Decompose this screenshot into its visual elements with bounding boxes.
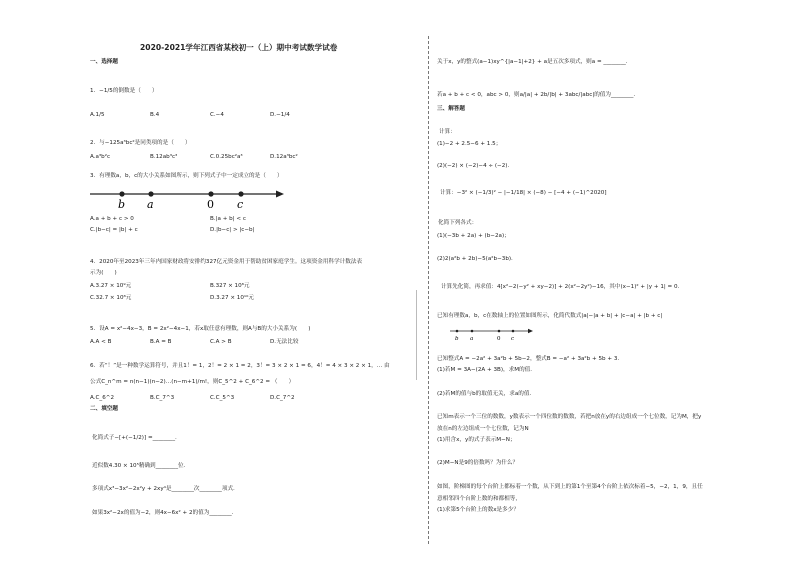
calc-item-2: (2)(−2) × (−2)−4 ÷ (−2).	[437, 163, 510, 169]
mn-question-part2: (2)M−N是9的倍数吗？为什么？	[437, 460, 519, 466]
fill-question-6: 若a + b + c < 0，abc > 0，则a/|a| + 2b/|b| + 3abc/|abc|的值为________.	[437, 92, 636, 98]
simplify-heading: 化简下列各式：	[438, 220, 478, 226]
q5-option-d: D.无法比较	[270, 339, 299, 345]
q3-option-d: D.|b−c| > |c−b|	[210, 227, 255, 233]
q6-option-d: D.C_7^2	[270, 395, 295, 401]
nl-label-b: b	[118, 198, 126, 211]
number-line-figure-right	[448, 326, 538, 344]
nl2-label-c: c	[511, 336, 515, 342]
q6-option-b: B.C_7^3	[150, 395, 175, 401]
fill-question-2: 近似数4.30 × 10⁵精确到________位.	[92, 463, 186, 469]
q5-option-a: A.A < B	[90, 339, 112, 345]
nl2-label-b: b	[455, 336, 459, 342]
q4-option-b: B.327 × 10⁸元	[210, 283, 250, 289]
question-3: 3．有理数a，b，c的大小关系如图所示，则下列式子中一定成立的是（ ）	[90, 173, 283, 179]
question-4-line1: 4．2020年至2023年三年内国家财政将安排约327亿元资金用于帮助贫困家庭学生。这项资金用科学计数法表	[90, 259, 363, 265]
evaluate-question: 计算先化简，再求值：4[x²−2(−y² + xy−2)] + 2(x²−2y²)−16，其中(x−1)² + |y + 1| = 0.	[441, 284, 680, 290]
section-fill-heading: 二、填空题	[90, 406, 118, 412]
question-1: 1．−1/5的倒数是（ ）	[90, 88, 158, 94]
calc-expression: 计算：−3² × (−1/3)² − |−1/18| × (−8) − [−4 + (−1)^2020]	[440, 190, 607, 196]
stairs-question-line2: 意相邻四个台阶上数的和都相等，	[437, 496, 521, 502]
nl-label-zero: 0	[207, 198, 214, 211]
q4-option-a: A.3.27 × 10⁹元	[90, 283, 132, 289]
q3-option-a: A.a + b + c > 0	[90, 216, 134, 222]
number-line-figure-q3	[88, 186, 288, 210]
mn-question-line1: 已知m表示一个三位的数数，y数表示一个四位数的数数，若把n放在y的右边组成一个七位数，记为M，把y	[437, 414, 702, 420]
calc-item-1: (1)−2 + 2.5−6 + 1.5；	[437, 141, 502, 147]
ab-question-part2: (2)若M的值与b的取值无关，求a的值.	[437, 391, 532, 397]
nl-label-c: c	[237, 198, 244, 211]
q2-option-b: B.12ab³c³	[150, 154, 178, 160]
q2-option-d: D.12a³bc²	[270, 154, 298, 160]
section-choice-heading: 一、选择题	[90, 59, 118, 65]
question-6-line2: 公式C_n^m = n(n−1)(n−2)…(n−m+1)/m!，则C_5^2 + C_6^2 = （ ）	[90, 379, 295, 385]
q2-option-c: C.0.25bc²a³	[210, 154, 243, 160]
column-divider	[428, 36, 429, 544]
nl2-label-zero: 0	[497, 336, 501, 342]
ab-question-intro: 已知整式A = −2a² + 3a²b + 5b−2，整式B = −a² + 3a²b + 5b + 3.	[437, 356, 620, 362]
stairs-question-line1: 如图，阶梯图的每个台阶上都标着一个数，从下到上的第1个至第4个台阶上依次标着−5，−2，1，9，且任	[437, 484, 703, 490]
simplify-item-1: (1)(−3b + 2a) + (b−2a)；	[437, 233, 510, 239]
q3-option-c: C.|b−c| = |b| + c	[90, 227, 138, 233]
fill-question-3: 多项式x³−3x²−2x²y + 2xy⁴是________次________项式.	[92, 486, 235, 492]
exam-title: 2020-2021学年江西省某校初一（上）期中考试数学试卷	[140, 43, 338, 52]
q5-option-c: C.A > B	[210, 339, 232, 345]
mn-question-part1: (1)用含x，y的式子表示M−N；	[437, 437, 516, 443]
fill-question-1: 化简式子−[+(−1/2)] =________.	[92, 435, 177, 441]
simplify-item-2: (2)2(a²b + 2b)−5(a²b−3b).	[437, 256, 513, 262]
q4-option-d: D.3.27 × 10¹⁰元	[210, 295, 254, 301]
q1-option-c: C.−4	[210, 112, 224, 118]
q4-option-c: C.32.7 × 10⁸元	[90, 295, 132, 301]
fill-question-4: 如果3x²−2x的值为−2，则4x−6x² + 2的值为________.	[92, 510, 234, 516]
question-4-line2: 示为( )	[90, 270, 117, 276]
nl2-label-a: a	[470, 336, 474, 342]
q6-option-c: C.C_5^3	[210, 395, 235, 401]
binding-margin-line	[416, 290, 417, 380]
q1-option-b: B.4	[150, 112, 160, 118]
question-2: 2．与−125a³bc²是同类项的是（ ）	[90, 140, 191, 146]
section-answer-heading: 三、解答题	[437, 106, 465, 112]
q3-option-b: B.|a + b| < c	[210, 216, 246, 222]
question-6-line1: 6．若“！”是一种数学运算符号，并且1！= 1，2！= 2 × 1 = 2，3！= 3 × 2 × 1 = 6，4！= 4 × 3 × 2 × 1，… 由	[90, 363, 390, 369]
calc-heading: 计算：	[439, 129, 456, 135]
stairs-question-part1: (1)求第5个台阶上的数x是多少？	[437, 507, 519, 513]
question-5: 5．设A = x²−4x−3，B = 2x²−4x−1，若x取任意有理数，则A与B的大小关系为( )	[90, 326, 311, 332]
q6-option-a: A.C_6^2	[90, 395, 115, 401]
numberline-question: 已知有理数a，b，c在数轴上的位置如图所示，化简代数式|a|−|a + b| + |c−a| + |b + c|	[437, 313, 663, 319]
q1-option-d: D.−1/4	[270, 112, 290, 118]
q5-option-b: B.A = B	[150, 339, 172, 345]
q1-option-a: A.1/5	[90, 112, 105, 118]
mn-question-line2: 放在n的左边组成一个七位数，记为N	[437, 426, 529, 432]
ab-question-part1: (1)若M = 3A−(2A + 3B)，求M的值.	[437, 367, 533, 373]
q2-option-a: A.a³b²c	[90, 154, 111, 160]
fill-question-5: 关于x，y的整式(a−1)xy^{|a−1|+2} + a是五次多项式，则a = ________.	[437, 59, 628, 65]
nl-label-a: a	[147, 198, 154, 211]
